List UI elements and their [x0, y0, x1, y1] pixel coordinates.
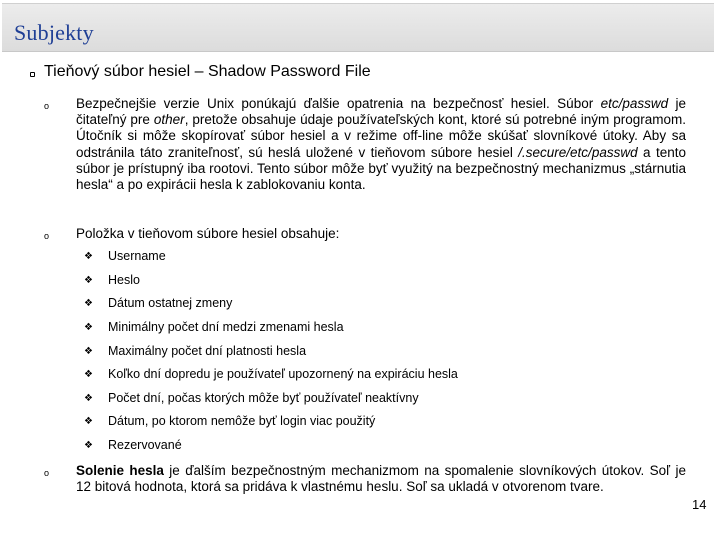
paragraph-shadow-file — [76, 96, 686, 193]
field-label: Koľko dní dopredu je používateľ upozornený na expiráciu hesla — [108, 367, 458, 381]
square-bullet-icon — [30, 72, 35, 77]
text-run: , pretože obsahuje údaje používateľských kont, ktoré sú potrebné iným programom. Útočník si môže skopírovať súbor hesiel a v režime off-line môže skúšať slovníkové útoky. Aby sa odstránila táto zraniteľnosť, sú heslá uložené v tieňovom súbore hesiel — [76, 112, 686, 160]
field-label: Počet dní, počas ktorých môže byť používateľ neaktívny — [108, 391, 419, 405]
paragraph-salting — [76, 463, 686, 495]
field-label: Maximálny počet dní platnosti hesla — [108, 344, 307, 358]
title-bar — [2, 3, 714, 52]
field-label: Dátum ostatnej zmeny — [108, 296, 233, 310]
circle-bullet-icon: o — [44, 231, 50, 241]
field-label: Username — [108, 249, 166, 263]
text-run: je ďalším bezpečnostným mechanizmom na spomalenie slovníkových útokov. Soľ je 12 bitová hodnota, ktorá sa pridáva k vlastnému heslu. Soľ sa ukladá v otvorenom tvare. — [76, 463, 686, 495]
diamond-bullet-icon: ❖ — [84, 322, 93, 333]
bold-run: Solenie hesla — [76, 463, 164, 478]
circle-bullet-icon: o — [44, 101, 50, 111]
text-run: Bezpečnejšie verzie Unix ponúkajú ďalšie opatrenia na bezpečnosť hesiel. Súbor — [76, 96, 601, 111]
diamond-bullet-icon: ❖ — [84, 416, 93, 427]
field-label: Dátum, po ktorom nemôže byť login viac použitý — [108, 414, 376, 428]
text-run: je čitateľný pre — [76, 96, 686, 128]
italic-run: /.secure/etc/passwd — [518, 144, 638, 160]
page-number: 14 — [692, 497, 707, 512]
text-run: a tento súbor je prístupný iba rootovi. Tento súbor môže byť využitý na bezpečnostný mechanizmus „stárnutia hesla“ a po expirácii hesla k zablokovaniu konta. — [76, 144, 686, 193]
field-label: Minimálny počet dní medzi zmenami hesla — [108, 320, 344, 334]
diamond-bullet-icon: ❖ — [84, 298, 93, 309]
circle-bullet-icon: o — [44, 468, 50, 478]
diamond-bullet-icon: ❖ — [84, 369, 93, 380]
heading-text: Tieňový súbor hesiel – Shadow Password File — [44, 63, 371, 80]
italic-run: etc/passwd — [600, 96, 669, 111]
field-label: Heslo — [108, 273, 140, 287]
diamond-bullet-icon: ❖ — [84, 275, 93, 286]
slide-title: Subjekty — [14, 20, 94, 45]
field-label: Rezervované — [108, 438, 182, 452]
diamond-bullet-icon: ❖ — [84, 251, 93, 262]
paragraph-entry-contents — [76, 226, 686, 242]
diamond-bullet-icon: ❖ — [84, 346, 93, 357]
diamond-bullet-icon: ❖ — [84, 393, 93, 404]
text-run: Položka v tieňovom súbore hesiel obsahuje: — [76, 226, 340, 241]
italic-run: other — [153, 112, 185, 128]
diamond-bullet-icon: ❖ — [84, 440, 93, 451]
